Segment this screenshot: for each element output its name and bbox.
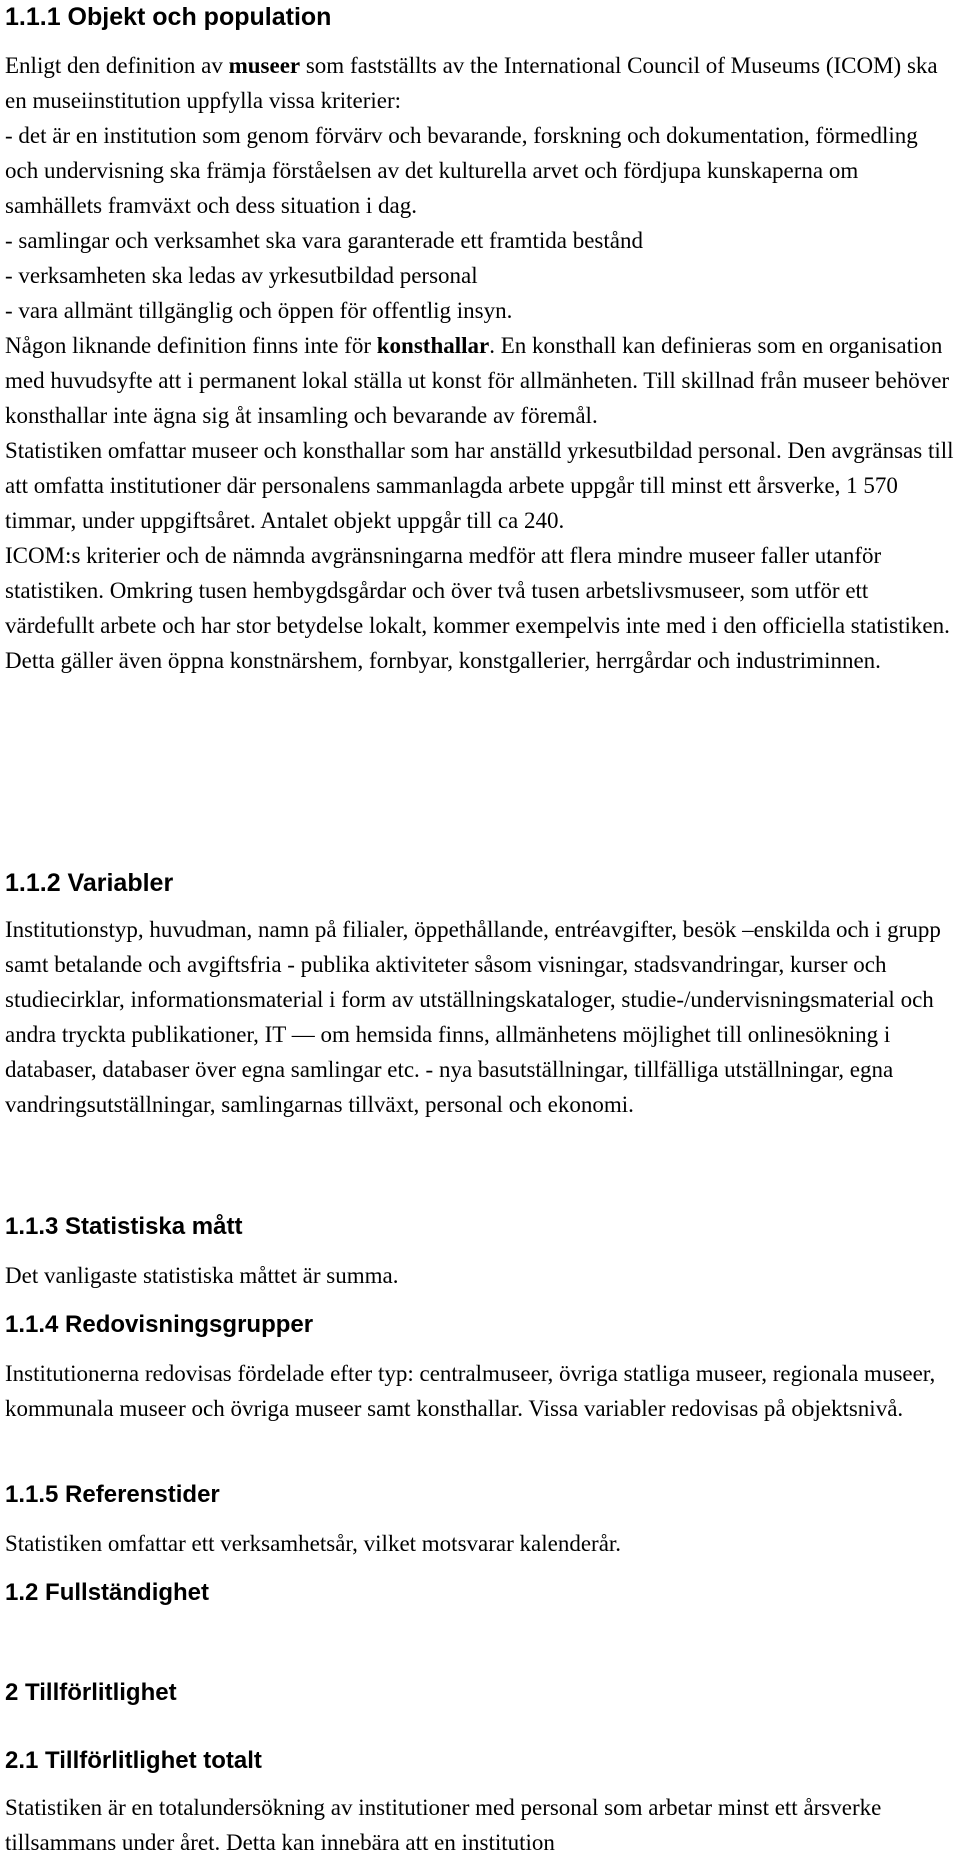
section-heading-referenstider: 1.1.5 Referenstider bbox=[5, 1481, 220, 1508]
text-run: . En konsthall kan definieras som en organisation med huvudsyfte att i permanent lokal ställa ut konst för allmänheten. Till skillnad från museer behöver konsthallar inte ägna sig åt insamling och bevarande av föremål. Statistiken omfattar museer och konsthallar som har anställd yrkesutbildad personal. Den avgränsas till att omfatta institutioner där personalens sammanlagda arbete uppgår till minst ett årsverke, 1 570 timmar, under uppgiftsåret. Antalet objekt uppgår till ca 240. ICOM:s kriterier och de nämnda avgränsningarna medför att flera mindre museer faller utanför statistiken. Omkring tusen hembygdsgårdar och över två tusen arbetslivsmuseer, som utför ett värdefullt arbete och har stor betydelse lokalt, kommer exempelvis inte med i den officiella statistiken. Detta gäller även öppna konstnärshem, fornbyar, konstgallerier, herrgårdar och industriminnen. bbox=[5, 333, 954, 673]
paragraph-referenstider: Statistiken omfattar ett verksamhetsår, vilket motsvarar kalenderår. bbox=[5, 1531, 622, 1556]
paragraph-objekt-och-population bbox=[5, 48, 955, 678]
text-run: Enligt den definition av bbox=[5, 53, 229, 78]
section-heading-statistiska-matt: 1.1.3 Statistiska mått bbox=[5, 1213, 243, 1240]
bold-term-museer: museer bbox=[228, 53, 301, 78]
section-heading-objekt-och-population: 1.1.1 Objekt och population bbox=[5, 3, 332, 31]
section-heading-redovisningsgrupper: 1.1.4 Redovisningsgrupper bbox=[5, 1311, 314, 1338]
paragraph-redovisningsgrupper: Institutionerna redovisas fördelade efter typ: centralmuseer, övriga statliga museer, regionala museer, kommunala museer och övriga museer samt konsthallar. Vissa variabler redovisas på objektsnivå. bbox=[5, 1361, 936, 1421]
section-heading-variabler: 1.1.2 Variabler bbox=[5, 869, 174, 897]
paragraph-tillforlitlighet-totalt: Statistiken är en totalundersökning av institutioner med personal som arbetar minst ett årsverke tillsammans under året. Detta kan innebära att en institution bbox=[5, 1795, 882, 1854]
section-heading-tillforlitlighet: 2 Tillförlitlighet bbox=[5, 1679, 177, 1706]
bold-term-konsthallar: konsthallar bbox=[376, 333, 490, 358]
section-heading-tillforlitlighet-totalt: 2.1 Tillförlitlighet totalt bbox=[5, 1747, 262, 1774]
text-run: som fastställts av the International Council of Museums (ICOM) ska en museiinstitution uppfylla vissa kriterier: - det är en institution som genom förvärv och bevarande, forskning och dokumentation, förmedling och undervisning ska främja förståelsen av det kulturella arvet och fördjupa kunskaperna om samhällets framväxt och dess situation i dag. - samlingar och verksamhet ska vara garanterade ett framtida bestånd - verksamheten ska ledas av yrkesutbildad personal - vara allmänt tillgänglig och öppen för offentlig insyn. Någon liknande definition finns inte för bbox=[5, 53, 938, 358]
paragraph-variabler: Institutionstyp, huvudman, namn på filialer, öppethållande, entréavgifter, besök –enskilda och i grupp samt betalande och avgiftsfria - publika aktiviteter såsom visningar, stadsvandringar, kurser och studiecirklar, informationsmaterial i form av utställningskataloger, studie-/undervisningsmaterial och andra tryckta publikationer, IT — om hemsida finns, allmänhetens möjlighet till onlinesökning i databaser, databaser över egna samlingar etc. - nya basutställningar, tillfälliga utställningar, egna vandringsutställningar, samlingarnas tillväxt, personal och ekonomi. bbox=[5, 917, 941, 1117]
section-heading-fullstandighet: 1.2 Fullständighet bbox=[5, 1579, 210, 1606]
paragraph-statistiska-matt: Det vanligaste statistiska måttet är summa. bbox=[5, 1263, 399, 1288]
